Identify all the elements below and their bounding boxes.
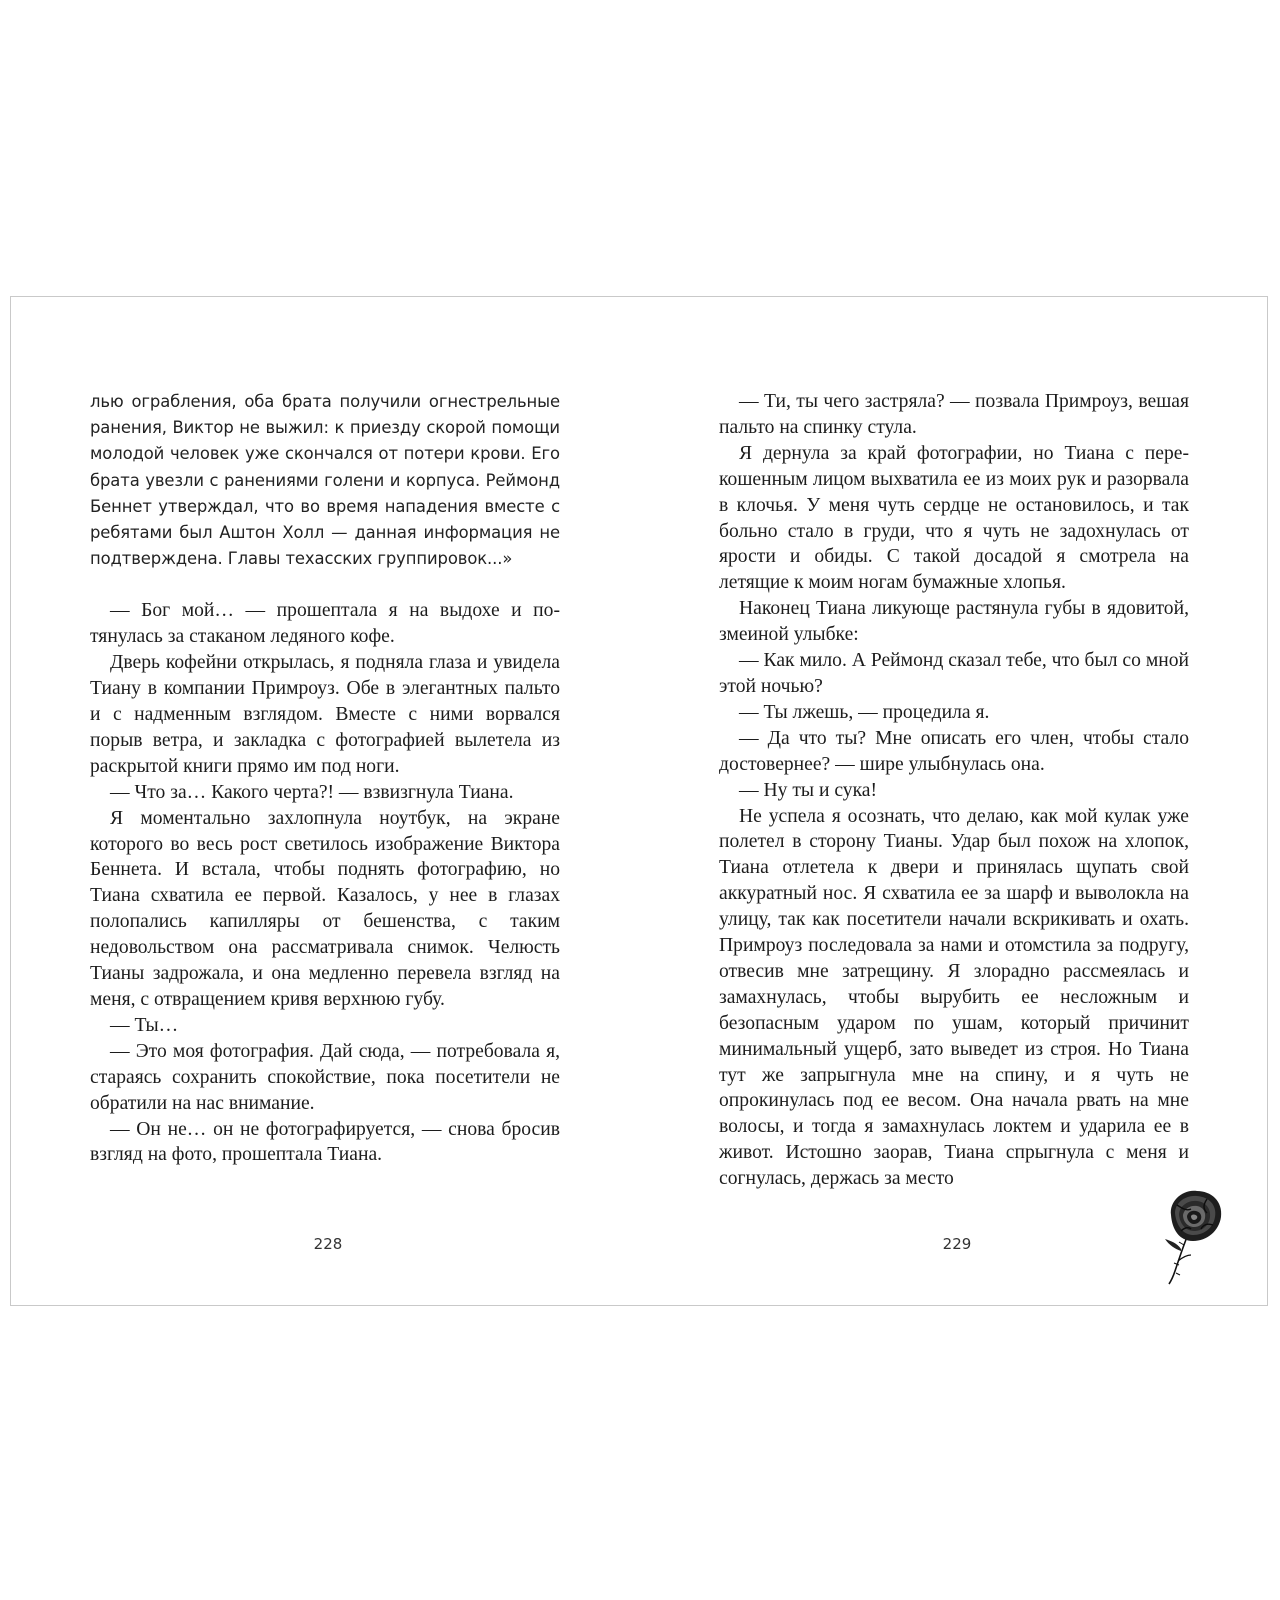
right-page bbox=[719, 389, 1189, 1192]
paragraph: — Ну ты и сука! bbox=[739, 779, 878, 801]
book-spread bbox=[10, 296, 1268, 1306]
paragraph: Наконец Тиана ликующе растянула губы в ядовитой, змеиной улыбке: bbox=[719, 598, 1189, 646]
paragraph: — Бог мой… — прошептала я на выдохе и потянулась за стаканом ледяного кофе. bbox=[90, 600, 560, 648]
paragraph: Не успела я осознать, что делаю, как мой кулак уже полетел в сторону Тианы. Удар был похож на хлопок, Тиана отлетела к двери и принялась щупать свой аккуратный нос. Я схватила ее за шарф и выволокла на улицу, так как посетители начали вскрикивать и охать. Примроуз последовала за нами и отомстила за подругу, отвесив мне затрещину. Я злорадно рассмеялась и замахнулась, чтобы вырубить ее несложным и безопасным ударом по ушам, который причинит минимальный ущерб, зато выведет из строя. Но Тиана тут же запрыгнула мне на спину, и я чуть не опрокинулась под ее весом. Она начала рвать на мне волосы, и тогда я замахнулась локтем и ударила ее в живот. Истошно заорав, Тиана спрыгнула с меня и согнулась, держась за место bbox=[719, 805, 1189, 1190]
paragraph: — Ти, ты чего застряла? — позвала Примроуз, вешая пальто на спинку стула. bbox=[719, 391, 1189, 438]
paragraph: — Как мило. А Реймонд сказал тебе, что был со мной этой ночью? bbox=[719, 650, 1189, 697]
paragraph: — Ты… bbox=[110, 1014, 179, 1036]
paragraph: Я дернула за край фотографии, но Тиана с перекошенным лицом выхватила ее из моих рук и разорвала в клочья. У меня чуть сердце не остановилось, и так больно стало в груди, что я чуть не задохнулась от ярости и обиды. С такой досадой я смотрела на летящие к моим ногам бумажные хлопья. bbox=[719, 442, 1189, 594]
paragraph: — Это моя фотография. Дай сюда, — потребовала я, стараясь сохранить спокойствие, пока посетители не обратили на нас внимание. bbox=[90, 1040, 560, 1114]
paragraph: Дверь кофейни открылась, я подняла глаза и увидела Тиану в компании Примроуз. Обе в элегантных пальто и с надменным взглядом. Вместе с ними ворвался порыв ветра, и закладка с фотографией вылетела из раскрытой книги прямо им под ноги. bbox=[90, 652, 560, 777]
left-page-text bbox=[90, 598, 560, 1168]
rose-icon bbox=[1157, 1185, 1227, 1285]
page-number-left: 228 bbox=[313, 1235, 343, 1253]
article-quote: лью ограбления, оба брата получили огнестрельные ранения, Виктор не выжил: к приезду скорой помощи молодой человек уже скончался от потери крови. Его брата увезли с ранениями голени и корпуса. Реймонд Беннет утверждал, что во время нападения вместе с ребятами был Аштон Холл — данная информация не подтверждена. Главы техасских группировок...» bbox=[90, 392, 560, 569]
page-number-right: 229 bbox=[942, 1235, 972, 1253]
right-page-text bbox=[719, 389, 1189, 1192]
paragraph: — Ты лжешь, — процедила я. bbox=[739, 701, 990, 723]
left-page bbox=[90, 389, 560, 1168]
paragraph: — Да что ты? Мне описать его член, чтобы стало достовернее? — шире улыбнулась она. bbox=[719, 727, 1189, 775]
paragraph: Я моментально захлопнула ноутбук, на экране которого во весь рост светилось изображение Виктора Беннета. И встала, чтобы поднять фотографию, но Тиана схватила ее первой. Казалось, у нее в глазах полопались капилляры от бешенства, с таким недовольством она рассматривала снимок. Челюсть Тианы задрожала, и она медленно перевела взгляд на меня, с отвращением кривя верхнюю губу. bbox=[90, 807, 560, 1011]
paragraph: — Что за… Какого черта?! — взвизгнула Тиана. bbox=[110, 781, 514, 803]
paragraph: — Он не… он не фотографируется, — снова бросив взгляд на фото, прошептала Тиана. bbox=[90, 1118, 560, 1166]
